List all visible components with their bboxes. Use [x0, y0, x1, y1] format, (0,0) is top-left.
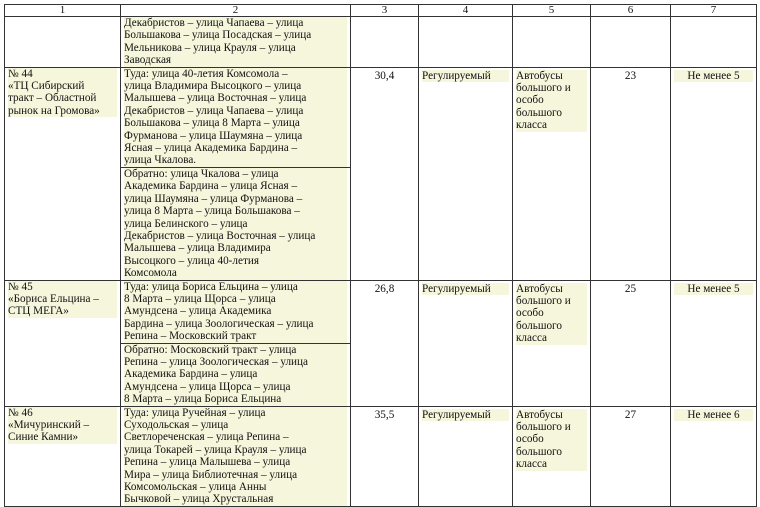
- interval-cell: [671, 280, 757, 406]
- route-name-line: тракт – Областной: [8, 92, 117, 104]
- vehicle-class-line: класса: [516, 332, 587, 344]
- route-path-line: Декабристов – улица Восточная – улица: [124, 230, 347, 242]
- route-path-cell: [121, 167, 351, 280]
- table-row: [5, 17, 757, 68]
- vehicle-class-line: особо: [516, 94, 587, 106]
- interval-cell: [671, 17, 757, 68]
- route-path-line: Большакова – улица Посадская – улица: [124, 29, 347, 41]
- route-path-line: Ясная – улица Академика Бардина –: [124, 142, 347, 154]
- table-row: [5, 280, 757, 343]
- route-path-line: Мира – улица Библиотечная – улица: [124, 469, 347, 481]
- route-name-line: «ТЦ Сибирский: [8, 80, 117, 92]
- vehicle-class-line: класса: [516, 119, 587, 131]
- vehicle-count-value: 27: [624, 408, 637, 421]
- route-table-body: [5, 5, 757, 507]
- vehicle-class-line: Автобусы: [516, 283, 587, 295]
- route-path-line: улица Белинского – улица: [124, 218, 347, 230]
- route-path-line: Бычковой – улица Хрустальная: [124, 493, 347, 505]
- route-path-line: Малышева – улица Владимира: [124, 242, 347, 254]
- column-number: 2: [121, 5, 351, 17]
- vehicle-class-line: большого: [516, 446, 587, 458]
- column-number: 4: [419, 5, 513, 17]
- interval-value: Не менее 5: [674, 70, 753, 82]
- vehicle-class-cell: [513, 406, 591, 506]
- route-length-cell: [351, 17, 419, 68]
- column-number: 5: [513, 5, 591, 17]
- route-length-value: 26,8: [374, 282, 395, 295]
- route-path-line: Высоцкого – улица 40-летия: [124, 255, 347, 267]
- column-number: 3: [351, 5, 419, 17]
- route-path-line: 8 Марта – улица Щорса – улица: [124, 293, 347, 305]
- route-length-cell: [351, 67, 419, 280]
- vehicle-class-line: Автобусы: [516, 70, 587, 82]
- route-mode-cell: [419, 17, 513, 68]
- route-name-line: № 44: [8, 68, 117, 80]
- vehicle-class-line: большого: [516, 107, 587, 119]
- vehicle-count-cell: [591, 406, 671, 506]
- route-path-line: Туда: улица Бориса Ельцина – улица: [124, 281, 347, 293]
- route-name-line: № 45: [8, 281, 117, 293]
- interval-cell: [671, 406, 757, 506]
- table-row: [5, 406, 757, 506]
- route-path-line: 8 Марта – улица Бориса Ельцина: [124, 393, 347, 405]
- route-mode-cell: [419, 406, 513, 506]
- route-length-cell: [351, 280, 419, 406]
- route-path-cell: [121, 280, 351, 343]
- vehicle-class-line: большого: [516, 320, 587, 332]
- vehicle-class-line: большого и: [516, 82, 587, 94]
- interval-value: Не менее 5: [674, 283, 753, 295]
- route-name-cell: [5, 406, 121, 506]
- route-path-cell: [121, 17, 351, 68]
- route-path-line: Репина – улица Малышева – улица: [124, 456, 347, 468]
- vehicle-count-value: 23: [624, 69, 637, 82]
- route-name-cell: [5, 17, 121, 68]
- interval-cell: [671, 67, 757, 280]
- column-number: 7: [671, 5, 757, 17]
- vehicle-class-line: особо: [516, 433, 587, 445]
- route-path-line: Репина – улица Зоологическая – улица: [124, 356, 347, 368]
- vehicle-class-cell: [513, 67, 591, 280]
- route-path-line: Академика Бардина – улица: [124, 368, 347, 380]
- route-mode-value: Регулируемый: [422, 70, 509, 82]
- vehicle-class-cell: [513, 17, 591, 68]
- route-path-line: Академика Бардина – улица Ясная –: [124, 180, 347, 192]
- route-path-line: Репина – Московский тракт: [124, 330, 347, 342]
- column-number: 6: [591, 5, 671, 17]
- route-path-line: Амундсена – улица Академика: [124, 305, 347, 317]
- vehicle-class-line: большого и: [516, 421, 587, 433]
- route-path-line: улица 8 Марта – улица Большакова –: [124, 205, 347, 217]
- route-path-line: Комсомольская – улица Анны: [124, 481, 347, 493]
- route-path-cell: [121, 406, 351, 506]
- route-table: [4, 4, 757, 507]
- vehicle-class-line: Автобусы: [516, 409, 587, 421]
- route-path-line: Обратно: улица Чкалова – улица: [124, 168, 347, 180]
- route-path-line: Комсомола: [124, 267, 347, 279]
- route-path-line: улица Чкалова.: [124, 154, 347, 166]
- route-path-line: Декабристов – улица Чапаева – улица: [124, 105, 347, 117]
- route-name-cell: [5, 280, 121, 406]
- route-name-line: СТЦ МЕГА»: [8, 305, 117, 317]
- route-mode-value: Регулируемый: [422, 409, 509, 421]
- route-path-line: Суходольская – улица: [124, 419, 347, 431]
- vehicle-count-cell: [591, 17, 671, 68]
- route-path-line: Заводская: [124, 54, 347, 66]
- route-name-line: «Бориса Ельцина –: [8, 293, 117, 305]
- route-path-line: Мельникова – улица Крауля – улица: [124, 42, 347, 54]
- route-path-line: Светлореченская – улица Репина –: [124, 431, 347, 443]
- vehicle-class-line: класса: [516, 458, 587, 470]
- route-name-line: рынок на Громова»: [8, 105, 117, 117]
- route-mode-value: Регулируемый: [422, 283, 509, 295]
- vehicle-count-cell: [591, 280, 671, 406]
- route-length-value: 30,4: [374, 69, 395, 82]
- route-length-cell: [351, 406, 419, 506]
- route-path-line: Бардина – улица Зоологическая – улица: [124, 318, 347, 330]
- interval-value: Не менее 6: [674, 409, 753, 421]
- route-path-line: Туда: улица Ручейная – улица: [124, 407, 347, 419]
- route-name-line: № 46: [8, 407, 117, 419]
- vehicle-class-cell: [513, 280, 591, 406]
- column-number: 1: [5, 5, 121, 17]
- route-path-line: Обратно: Московский тракт – улица: [124, 344, 347, 356]
- route-length-value: 35,5: [374, 408, 395, 421]
- vehicle-count-cell: [591, 67, 671, 280]
- route-table-page: [4, 4, 756, 507]
- vehicle-count-value: 25: [624, 282, 637, 295]
- route-path-line: улица Шаумяна – улица Фурманова –: [124, 193, 347, 205]
- route-name-line: Синие Камни»: [8, 431, 117, 443]
- route-mode-cell: [419, 280, 513, 406]
- route-path-line: Туда: улица 40-летия Комсомола –: [124, 68, 347, 80]
- route-path-line: Малышева – улица Восточная – улица: [124, 92, 347, 104]
- route-path-cell: [121, 343, 351, 406]
- column-number-row: [5, 5, 757, 17]
- vehicle-class-line: большого и: [516, 295, 587, 307]
- route-name-cell: [5, 67, 121, 280]
- route-path-line: Фурманова – улица Шаумяна – улица: [124, 130, 347, 142]
- route-path-line: Декабристов – улица Чапаева – улица: [124, 17, 347, 29]
- route-mode-cell: [419, 67, 513, 280]
- route-path-cell: [121, 67, 351, 167]
- route-path-line: Большакова – улица 8 Марта – улица: [124, 117, 347, 129]
- vehicle-class-line: особо: [516, 307, 587, 319]
- route-path-line: Амундсена – улица Щорса – улица: [124, 381, 347, 393]
- table-row: [5, 67, 757, 167]
- route-name-line: «Мичуринский –: [8, 419, 117, 431]
- route-path-line: улица Владимира Высоцкого – улица: [124, 80, 347, 92]
- route-path-line: улица Токарей – улица Крауля – улица: [124, 444, 347, 456]
